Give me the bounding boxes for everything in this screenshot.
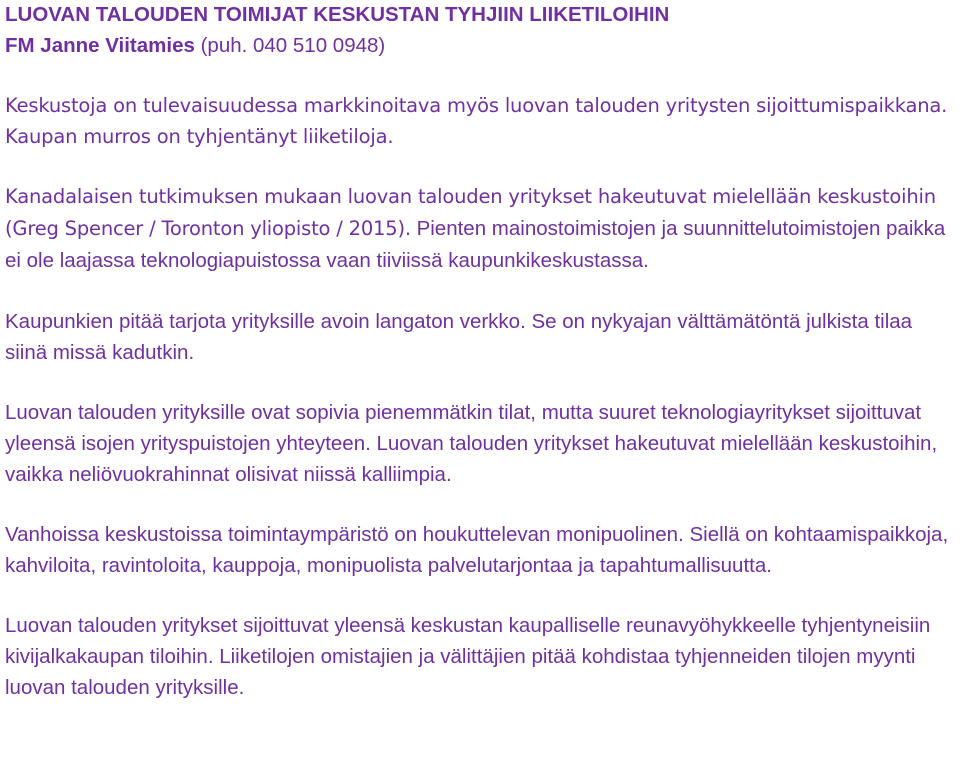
paragraph-2-citation: Kanadalaisen tutkimuksen mukaan luovan talouden yritykset hakeutuvat mielellään keskustoihin (Greg Spencer / Toronton yliopisto / 2015). [5,185,936,240]
author-name: FM Janne Viitamies [5,34,195,57]
document [5,0,957,703]
paragraph-2 [5,181,957,277]
document-title: LUOVAN TALOUDEN TOIMIJAT KESKUSTAN TYHJIIN LIIKETILOIHIN [5,3,670,26]
paragraph-4: Luovan talouden yrityksille ovat sopivia pienemmätkin tilat, mutta suuret teknologiayritykset sijoittuvat yleensä isojen yrityspuistojen yhteyteen. Luovan talouden yritykset hakeutuvat mielellään keskustoihin, vaikka neliövuokrahinnat olisivat niissä kalliimpia. [5,401,938,486]
author-phone: (puh. 040 510 0948) [194,34,386,57]
paragraph-1: Keskustoja on tulevaisuudessa markkinoitava myös luovan talouden yritysten sijoittumispaikkana. Kaupan murros on tyhjentänyt liiketiloja. [5,94,948,148]
spacer [5,581,957,610]
paragraph-2-body: Pienten mainostoimistojen ja suunnittelutoimistojen paikka ei ole laajassa teknologiapuistossa vaan tiiviissä kaupunkikeskustassa. [5,217,946,272]
spacer [5,490,957,519]
paragraph-6: Luovan talouden yritykset sijoittuvat yleensä keskustan kaupalliselle reunavyöhykkeelle tyhjentyneisiin kivijalkakaupan tiloihin. Liiketilojen omistajien ja välittäjien pitää kohdistaa tyhjenneiden tilojen myynti luovan talouden yrityksille. [5,614,931,699]
spacer [5,277,957,306]
spacer [5,61,957,90]
spacer [5,368,957,397]
spacer [5,152,957,181]
paragraph-3: Kaupunkien pitää tarjota yrityksille avoin langaton verkko. Se on nykyajan välttämätöntä julkista tilaa siinä missä kadutkin. [5,310,913,364]
author-line [5,30,957,61]
paragraph-5: Vanhoissa keskustoissa toimintaympäristö on houkuttelevan monipuolinen. Siellä on kohtaamispaikkoja, kahviloita, ravintoloita, kauppoja, monipuolista palvelutarjontaa ja tapahtumallisuutta. [5,523,949,577]
